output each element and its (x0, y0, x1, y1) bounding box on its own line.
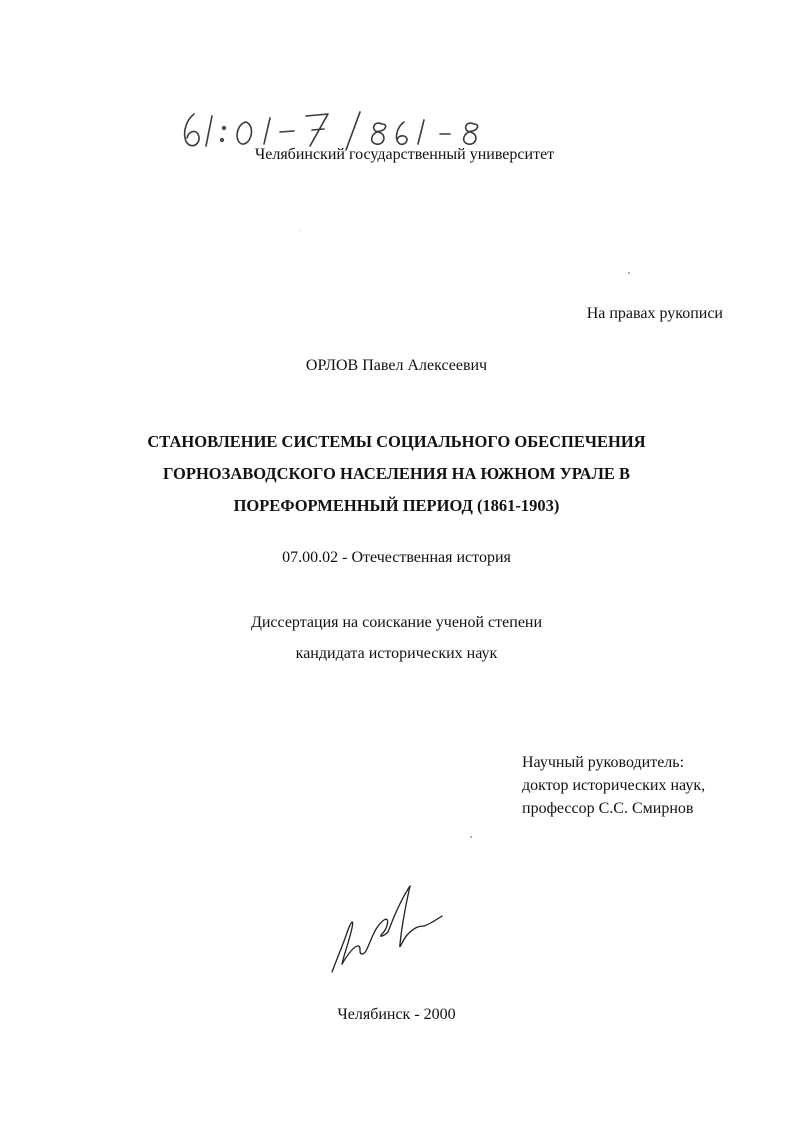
title-line-3: ПОРЕФОРМЕННЫЙ ПЕРИОД (1861-1903) (233, 496, 560, 515)
scan-speck (470, 836, 472, 838)
degree-statement-line-2: кандидата исторических наук (295, 645, 498, 662)
scan-speck (300, 230, 301, 231)
manuscript-note: На правах рукописи (586, 305, 723, 322)
city-year: Челябинск - 2000 (337, 1006, 456, 1023)
supervisor-label: Научный руководитель: (522, 754, 685, 771)
scan-speck (628, 272, 630, 274)
author-name: ОРЛОВ Павел Алексеевич (305, 357, 488, 374)
degree-statement (0, 607, 793, 669)
university-name (0, 146, 793, 164)
supervisor-block (522, 751, 705, 820)
supervisor-degree: доктор исторических наук, (522, 777, 706, 794)
supervisor-name: профессор С.С. Смирнов (522, 800, 694, 817)
degree-statement-line-1: Диссертация на соискание ученой степени (250, 614, 543, 631)
title-line-2: ГОРНОЗАВОДСКОГО НАСЕЛЕНИЯ НА ЮЖНОМ УРАЛЕ В (162, 464, 631, 483)
university-name-text: Челябинский государственный университет (254, 146, 555, 163)
title-line-1: СТАНОВЛЕНИЕ СИСТЕМЫ СОЦИАЛЬНОГО ОБЕСПЕЧЕНИЯ (147, 432, 646, 451)
specialty-code: 07.00.02 - Отечественная история (282, 549, 511, 566)
author-signature (318, 880, 448, 980)
dissertation-title (0, 426, 793, 522)
